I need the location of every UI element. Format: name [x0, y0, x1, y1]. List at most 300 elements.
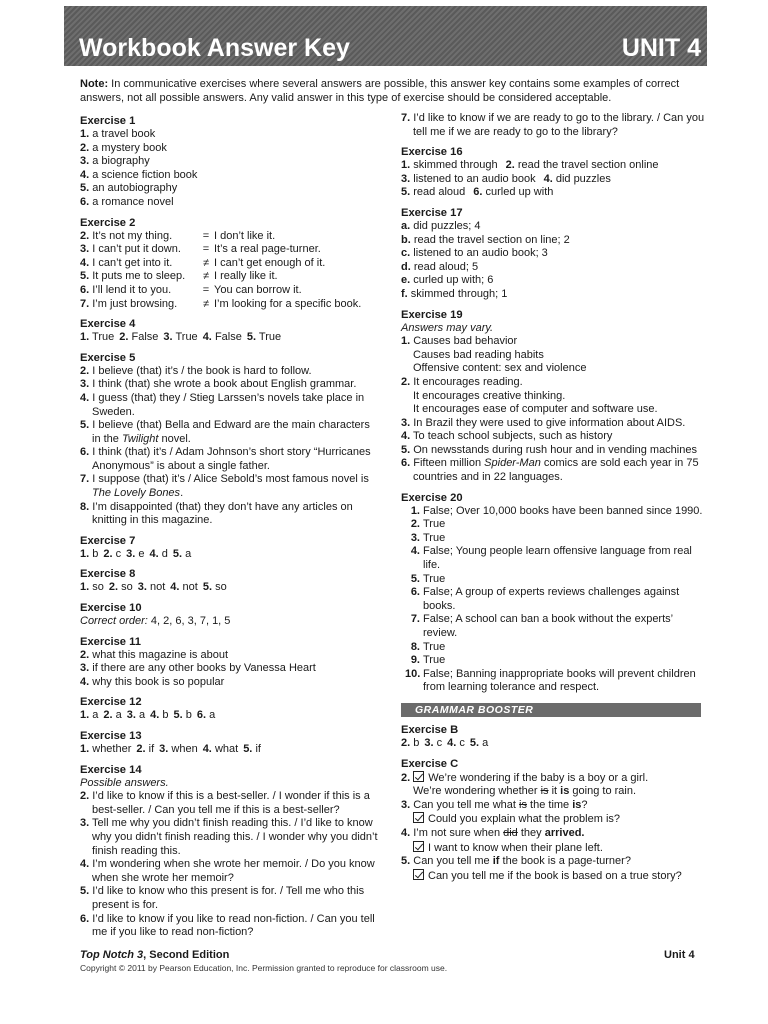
- item-text: a: [139, 709, 146, 722]
- item-number: 6.: [80, 912, 90, 925]
- item-number: 6.: [473, 186, 483, 199]
- item-text: b: [413, 736, 420, 749]
- item-text: I’d like to know who this present is for. / Tell me who this present is for.: [92, 885, 365, 911]
- item-text: It encourages ease of computer and software use.: [413, 403, 658, 416]
- item-number: 1.: [80, 128, 90, 140]
- exercise-5-list: [80, 365, 380, 528]
- list-item: [424, 737, 442, 749]
- exercise-2-list: [80, 230, 380, 312]
- item-number: 2.: [401, 736, 411, 749]
- list-item: [80, 365, 380, 379]
- item-text: read the travel section online: [517, 159, 659, 172]
- list-item: [80, 243, 380, 257]
- exercise-12-list: [80, 709, 380, 723]
- item-text: read aloud: [413, 186, 466, 199]
- item-number: 3.: [401, 416, 411, 429]
- comparison-symbol: ≠: [202, 297, 210, 310]
- item-number: 4.: [170, 581, 180, 594]
- item-text: I’d like to know if you like to read non-fiction. / Can you tell me if you like to read non-fiction?: [92, 912, 375, 939]
- item-number: 5.: [202, 581, 213, 594]
- item-text: I believe (that) Bella and Edward are the main characters in the: [92, 419, 370, 445]
- item-text: they: [517, 826, 545, 839]
- item-text: To teach school subjects, such as history: [413, 430, 613, 443]
- item-text: Can you tell me if the book is based on a true story?: [428, 869, 682, 882]
- item-number: 4.: [80, 256, 90, 269]
- list-row: [401, 173, 706, 187]
- list-item: [401, 159, 498, 171]
- checkbox-icon: [413, 841, 424, 852]
- struck-word: is: [540, 785, 549, 798]
- list-item: [170, 581, 198, 593]
- list-item: [401, 362, 706, 376]
- item-number: 5.: [173, 709, 183, 722]
- list-item: [80, 858, 380, 885]
- item-number: 3.: [80, 662, 90, 675]
- item-text: the book is a page-turner?: [499, 855, 631, 868]
- item-text: I can’t put it down.: [92, 243, 181, 256]
- item-text: Causes bad behavior: [413, 335, 518, 348]
- item-number: 6.: [80, 283, 90, 296]
- item-text: d: [161, 547, 168, 560]
- list-item: [80, 473, 380, 500]
- item-text: skimmed through; 1: [410, 287, 508, 300]
- list-item: 4. I’m not sure when did they arrived.: [401, 826, 585, 839]
- correct-order-value: 4, 2, 6, 3, 7, 1, 5: [147, 615, 231, 628]
- item-text: I’m just browsing.: [92, 297, 178, 310]
- list-item: [401, 335, 706, 349]
- header-banner: [64, 6, 707, 66]
- list-item: [401, 869, 706, 884]
- list-item: [473, 186, 553, 198]
- item-number: 1.: [401, 159, 411, 172]
- item-text: I can’t get into it.: [92, 256, 173, 269]
- list-item: [197, 709, 215, 721]
- item-text: whether: [92, 743, 132, 755]
- list-item: [447, 737, 465, 749]
- item-text: curled up with; 6: [413, 274, 494, 287]
- list-item: [119, 331, 158, 343]
- item-number: 3.: [410, 531, 420, 544]
- item-meaning: It’s a real page-turner.: [214, 243, 321, 256]
- item-number: 2.: [136, 743, 146, 755]
- item-number: 5.: [243, 743, 253, 755]
- item-italic-text: Twilight: [121, 432, 159, 445]
- list-item: [80, 378, 380, 392]
- item-number: 3.: [163, 331, 173, 344]
- list-item: [401, 785, 706, 799]
- item-text: True: [92, 331, 115, 344]
- item-text: a travel book: [92, 128, 156, 140]
- item-text: if there are any other books by Vanessa Heart: [92, 662, 316, 675]
- list-item: [80, 676, 380, 690]
- item-text: True: [423, 518, 446, 531]
- item-number: 2.: [505, 159, 515, 172]
- item-text: False; Over 10,000 books have been banned since 1990.: [423, 504, 703, 517]
- item-number: 3.: [126, 709, 136, 722]
- item-text: a mystery book: [92, 141, 167, 154]
- item-text: skimmed through: [413, 159, 498, 172]
- list-item: [80, 155, 380, 169]
- checkbox-icon: [413, 771, 424, 782]
- item-number: e.: [401, 274, 411, 287]
- exercise-heading: Exercise 10: [80, 602, 142, 615]
- item-number: 2.: [108, 581, 119, 594]
- item-text: a: [482, 736, 489, 749]
- item-text: We’re wondering if the baby is a boy or a girl.: [428, 771, 649, 784]
- item-text: when: [171, 743, 198, 755]
- list-item: [136, 743, 154, 755]
- item-number: 4.: [80, 391, 90, 404]
- item-number: 1.: [410, 504, 420, 517]
- item-phrase: [80, 230, 198, 244]
- list-item: [109, 581, 133, 593]
- item-text: not: [182, 581, 198, 594]
- item-text: c: [436, 736, 443, 749]
- item-text: False: [131, 331, 159, 344]
- item-meaning: I’m looking for a specific book.: [214, 297, 362, 310]
- exercise-heading: Exercise 1: [80, 115, 136, 127]
- exercise-heading: Exercise B: [401, 723, 459, 736]
- item-number: 2.: [80, 229, 90, 242]
- list-item: [405, 668, 706, 695]
- bold-word: is: [560, 785, 570, 798]
- list-item: [405, 532, 706, 546]
- item-meaning: I can’t get enough of it.: [214, 256, 326, 269]
- exercise-heading: Exercise 7: [80, 534, 136, 547]
- item-number: 5.: [80, 270, 90, 283]
- list-item: [80, 885, 380, 912]
- exercise-heading: Exercise 13: [80, 730, 142, 742]
- book-name: Top Notch 3: [80, 949, 144, 961]
- item-text: True: [258, 331, 282, 344]
- unit-label: UNIT 4: [621, 34, 701, 62]
- list-item: [401, 288, 706, 302]
- list-item: [80, 182, 380, 196]
- list-item: [405, 586, 706, 613]
- list-item: [405, 573, 706, 587]
- exercise-20-list: [401, 505, 706, 695]
- item-text: listened to an audio book; 3: [413, 247, 548, 260]
- item-text: a: [92, 709, 99, 722]
- list-item: [80, 446, 380, 473]
- list-item: [203, 743, 239, 755]
- item-text: the time: [526, 798, 573, 811]
- item-number: 2.: [80, 364, 90, 377]
- item-text: I guess (that) they / Stieg Larssen’s novels take place in Sweden.: [92, 391, 365, 418]
- item-number: 6.: [410, 586, 420, 599]
- item-text: True: [423, 531, 446, 544]
- item-text: so: [215, 581, 227, 594]
- list-item: [80, 392, 380, 419]
- item-number: 3.: [80, 243, 90, 256]
- item-number: 9.: [410, 654, 420, 667]
- list-item: [163, 331, 197, 343]
- item-text: c: [459, 736, 465, 749]
- list-item: 5. Can you tell me if the book is a page-turner?: [401, 855, 631, 868]
- item-text: not: [150, 581, 166, 594]
- item-number: c.: [401, 247, 411, 260]
- list-item: [150, 548, 168, 560]
- item-number: 3.: [159, 743, 169, 755]
- item-number: 5.: [469, 736, 480, 749]
- list-item: [470, 737, 488, 749]
- list-item: [401, 841, 706, 856]
- item-number: 1.: [80, 743, 90, 755]
- list-row: [401, 159, 706, 173]
- item-text: listened to an audio book: [413, 172, 536, 185]
- exercise-heading: Exercise 11: [80, 635, 141, 648]
- exercise-subtitle: Possible answers.: [80, 776, 169, 789]
- item-number: a.: [401, 219, 411, 232]
- item-text: .: [180, 487, 184, 500]
- item-text: a: [209, 709, 216, 722]
- item-number: 6.: [196, 709, 207, 722]
- page-title: Workbook Answer Key: [79, 34, 350, 62]
- item-number: 6.: [80, 195, 90, 208]
- list-item: [80, 419, 380, 446]
- item-phrase: [80, 270, 198, 284]
- item-number: 4.: [401, 430, 411, 443]
- item-text: False; Young people learn offensive language from real life.: [423, 545, 692, 572]
- list-item: [80, 581, 104, 593]
- struck-word: is: [519, 798, 527, 811]
- item-number: 8.: [410, 640, 420, 653]
- list-item: [80, 709, 98, 721]
- item-number: 2.: [80, 790, 90, 803]
- exercise-heading: Exercise 5: [80, 351, 136, 364]
- item-text: I think (that) she wrote a book about English grammar.: [92, 378, 357, 391]
- copyright: Copyright © 2011 by Pearson Education, Inc. Permission granted to reproduce for classroom use.: [80, 963, 448, 973]
- right-column: [401, 112, 706, 883]
- grammar-booster-bar: GRAMMAR BOOSTER: [401, 703, 701, 717]
- book-edition: , Second Edition: [143, 949, 230, 961]
- list-item: [80, 548, 98, 560]
- item-text: I’m not sure when: [413, 826, 504, 839]
- item-text: did puzzles: [555, 172, 611, 185]
- list-item: [401, 173, 536, 185]
- list-row: [401, 186, 706, 200]
- item-meaning: I don’t like it.: [214, 229, 276, 242]
- item-text: On newsstands during rush hour and in vending machines: [413, 443, 697, 456]
- exercise-8-list: [80, 581, 380, 595]
- item-number: 1.: [80, 547, 90, 560]
- item-number: 1.: [80, 709, 90, 722]
- exercise-heading: Exercise 17: [401, 206, 463, 219]
- item-text: I’m disappointed (that) they don’t have any articles on knitting in this magazine.: [92, 500, 353, 527]
- item-number: 4.: [80, 675, 90, 688]
- item-text: ?: [581, 798, 588, 811]
- item-text: so: [121, 581, 133, 594]
- list-item: [126, 548, 144, 560]
- item-number: 1.: [401, 335, 411, 348]
- list-item: [80, 298, 380, 312]
- item-text: True: [423, 640, 446, 653]
- checkbox-icon: [413, 812, 424, 823]
- item-text: read aloud; 5: [413, 260, 479, 273]
- list-item: [80, 331, 114, 343]
- item-text: It encourages reading.: [413, 375, 523, 388]
- list-item: [401, 247, 706, 261]
- item-text: novel.: [158, 432, 191, 445]
- list-item: [80, 142, 380, 156]
- comparison-symbol: ≠: [202, 270, 210, 283]
- list-item: [103, 548, 121, 560]
- item-text: a romance novel: [92, 195, 174, 208]
- item-number: 7.: [401, 112, 411, 124]
- item-meaning: I really like it.: [214, 270, 278, 283]
- item-phrase: [80, 257, 198, 271]
- item-number: 5.: [410, 572, 420, 585]
- checkbox-icon: [413, 869, 424, 880]
- item-text: False: [214, 331, 242, 344]
- item-number: 4.: [80, 858, 90, 871]
- list-item: [405, 518, 706, 532]
- exercise-19-list: [401, 335, 706, 485]
- item-text: Tell me why you didn’t finish reading this. / I’d like to know why you didn’t finish reading this. / I wonder why you didn’t finish reading this.: [92, 817, 378, 857]
- item-number: 3.: [137, 581, 147, 594]
- item-number: 4.: [543, 172, 553, 185]
- exercise-14-list: [80, 790, 380, 940]
- exercise-17-list: [401, 220, 706, 302]
- list-item: [80, 169, 380, 183]
- list-item: [159, 743, 198, 755]
- item-number: 4.: [202, 743, 212, 755]
- list-item: [401, 457, 706, 484]
- list-item: [405, 654, 706, 668]
- exercise-heading: Exercise 8: [80, 568, 136, 581]
- comparison-symbol: =: [202, 243, 210, 256]
- item-phrase: [80, 243, 198, 257]
- list-item: [203, 331, 242, 343]
- list-item: 2. We’re wondering if the baby is a boy or a girl.: [401, 771, 649, 784]
- item-meaning: You can borrow it.: [214, 283, 302, 296]
- item-number: 5.: [80, 182, 90, 195]
- item-text: Can you tell me: [413, 855, 493, 868]
- item-text: I believe (that) it’s / the book is hard to follow.: [92, 364, 312, 377]
- item-number: 3.: [80, 817, 90, 830]
- exercise-heading: Exercise 16: [401, 146, 463, 159]
- item-number: 2.: [410, 518, 420, 531]
- item-number: 10.: [405, 667, 421, 680]
- item-text: I’d like to know if we are ready to go to the library. / Can you tell me if we are ready to go to the library?: [413, 112, 705, 138]
- list-item: [80, 790, 380, 817]
- note: [80, 78, 700, 105]
- item-text: Fifteen million: [413, 457, 485, 470]
- item-text: I’ll lend it to you.: [92, 283, 172, 296]
- list-item: [401, 234, 706, 248]
- exercise-4-list: [80, 331, 380, 345]
- item-text: I want to know when their plane left.: [428, 841, 603, 854]
- list-item: [80, 913, 380, 940]
- item-text: In Brazil they were used to give information about AIDS.: [413, 416, 686, 429]
- list-item: [247, 331, 281, 343]
- item-text: comics are sold each year in 75 countries and in 22 languages.: [413, 457, 699, 484]
- item-text: False; A group of experts reviews challenges against books.: [423, 586, 680, 612]
- item-italic-text: The Lovely Bones: [92, 487, 181, 500]
- item-text: so: [92, 581, 104, 594]
- item-number: 4.: [410, 545, 420, 558]
- item-number: 4.: [149, 547, 159, 560]
- comparison-symbol: =: [202, 283, 210, 296]
- item-text: a: [185, 547, 192, 560]
- list-item: [173, 548, 191, 560]
- list-item: [80, 270, 380, 284]
- item-text: an autobiography: [92, 182, 178, 195]
- bold-word: arrived.: [544, 826, 585, 839]
- item-text: a science fiction book: [92, 168, 198, 181]
- item-number: 5.: [401, 186, 411, 199]
- list-item: [80, 501, 380, 528]
- item-text: what this magazine is about: [92, 648, 228, 661]
- item-text: c: [115, 547, 122, 560]
- item-number: 3.: [424, 736, 434, 749]
- item-text: why this book is so popular: [92, 675, 225, 688]
- item-number: 5.: [80, 885, 90, 898]
- item-text: b: [185, 709, 192, 722]
- list-item: [138, 581, 166, 593]
- exercise-10-answer: [80, 615, 380, 629]
- list-item: [401, 390, 706, 404]
- list-item: [80, 257, 380, 271]
- exercise-heading: Exercise 12: [80, 696, 142, 709]
- item-text: True: [423, 654, 446, 667]
- footer-unit: Unit 4: [664, 949, 695, 961]
- item-text: Causes bad reading habits: [413, 348, 544, 361]
- struck-word: did: [503, 826, 518, 839]
- item-text: Offensive content: sex and violence: [413, 362, 587, 375]
- exercise-subtitle: Answers may vary.: [401, 321, 494, 334]
- exercise-heading: Exercise 14: [80, 763, 142, 776]
- note-text: In communicative exercises where several answers are possible, this answer key contains some examples of correct answers, not all possible answers. Any valid answer in this type of exercise should be considered acceptable.: [80, 78, 680, 104]
- exercise-heading: Exercise 19: [401, 308, 463, 321]
- item-number: 2.: [401, 375, 411, 388]
- exercise-heading: Exercise C: [401, 757, 459, 770]
- item-number: 3.: [80, 378, 90, 391]
- exercise-7-list: [80, 548, 380, 562]
- item-number: 2.: [103, 709, 113, 722]
- item-text: Could you explain what the problem is?: [428, 813, 621, 826]
- item-text: It puts me to sleep.: [92, 270, 186, 283]
- item-text: e: [138, 547, 145, 560]
- item-text: read the travel section on line; 2: [413, 233, 570, 246]
- list-item: [401, 737, 419, 749]
- list-item: [401, 186, 465, 198]
- item-number: 2.: [103, 547, 113, 560]
- left-column: [80, 114, 380, 940]
- comparison-symbol: ≠: [202, 256, 210, 269]
- list-item: [401, 403, 706, 417]
- item-number: 5.: [246, 331, 257, 344]
- item-phrase: [80, 284, 198, 298]
- item-text: it: [548, 785, 561, 798]
- item-phrase: [80, 298, 198, 312]
- item-text: if: [148, 743, 155, 755]
- item-number: d.: [401, 260, 411, 273]
- item-number: 6.: [401, 457, 411, 470]
- item-number: 5.: [172, 547, 183, 560]
- item-text: We’re wondering whether: [413, 785, 541, 798]
- item-number: 1.: [80, 331, 90, 344]
- item-text: False; A school can ban a book without the experts’ review.: [423, 613, 673, 639]
- item-text: a: [115, 709, 122, 722]
- item-number: 3.: [80, 155, 90, 168]
- exercise-heading: Exercise 4: [80, 318, 136, 331]
- list-item: [80, 817, 380, 858]
- item-number: 3.: [401, 172, 411, 185]
- exercise-16-list: [401, 159, 706, 200]
- list-item: [80, 662, 380, 676]
- item-number: 4.: [80, 168, 90, 181]
